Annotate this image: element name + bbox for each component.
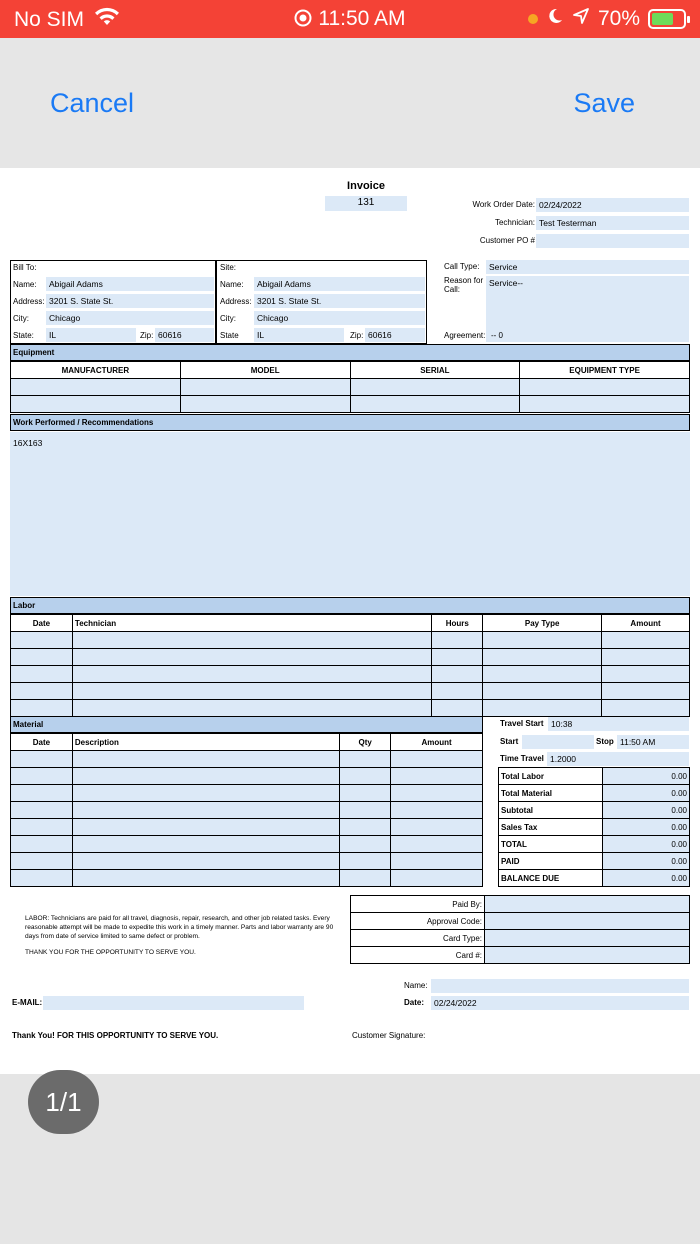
work-performed-field[interactable]: 16X163	[10, 432, 690, 596]
recording-icon	[294, 7, 318, 30]
table-row	[11, 802, 483, 819]
site-city-label: City:	[220, 314, 236, 323]
material-col-header: Description	[72, 734, 339, 751]
equipment-heading: Equipment	[10, 344, 690, 361]
total-row	[499, 853, 690, 870]
call-type-label: Call Type:	[444, 262, 480, 271]
bill-to-name-label: Name:	[13, 280, 37, 289]
moon-icon	[546, 7, 564, 31]
page-indicator: 1/1	[28, 1070, 99, 1134]
equipment-table	[10, 361, 690, 413]
table-row	[11, 819, 483, 836]
total-label: PAID	[499, 853, 603, 870]
travel-start-field[interactable]: 10:38	[548, 717, 689, 731]
table-row	[11, 870, 483, 887]
total-value[interactable]: 0.00	[603, 870, 690, 887]
carrier-label: No SIM	[14, 8, 85, 31]
card-number-field[interactable]	[485, 947, 690, 964]
total-row	[499, 785, 690, 802]
bill-to-state-field[interactable]: IL	[46, 328, 136, 342]
labor-col-header: Amount	[602, 615, 690, 632]
site-state-field[interactable]: IL	[254, 328, 344, 342]
material-heading: Material	[10, 716, 483, 733]
material-col-header: Date	[11, 734, 73, 751]
site-city-field[interactable]: Chicago	[254, 311, 425, 325]
bill-to-name-field[interactable]: Abigail Adams	[46, 277, 214, 291]
nav-bar	[0, 38, 700, 168]
battery-percent: 70%	[597, 7, 640, 30]
approval-code-label: Approval Code:	[351, 913, 485, 930]
site-name-label: Name:	[220, 280, 244, 289]
total-value[interactable]: 0.00	[603, 853, 690, 870]
total-label: Total Material	[499, 785, 603, 802]
payment-table	[350, 895, 690, 964]
site-address-field[interactable]: 3201 S. State St.	[254, 294, 425, 308]
site-state-label: State	[220, 331, 239, 340]
work-order-date-label: Work Order Date:	[472, 200, 535, 209]
start-label: Start	[500, 737, 519, 746]
card-type-field[interactable]	[485, 930, 690, 947]
table-row	[11, 768, 483, 785]
bill-to-city-label: City:	[13, 314, 29, 323]
payment-row	[351, 947, 690, 964]
table-row	[11, 751, 483, 768]
equipment-col-header: MANUFACTURER	[11, 362, 181, 379]
stop-field[interactable]: 11:50 AM	[617, 735, 689, 749]
agreement-value: -- 0	[491, 331, 503, 340]
total-value[interactable]: 0.00	[603, 819, 690, 836]
date-field[interactable]: 02/24/2022	[431, 996, 689, 1010]
signature-name-label: Name:	[404, 981, 428, 990]
technician-label: Technician:	[494, 218, 535, 227]
work-order-date-field[interactable]: 02/24/2022	[536, 198, 689, 212]
time-travel-field[interactable]: 1.2000	[547, 752, 689, 766]
total-row	[499, 819, 690, 836]
bill-to-city-field[interactable]: Chicago	[46, 311, 214, 325]
material-col-header: Qty	[340, 734, 391, 751]
table-row	[11, 649, 690, 666]
table-row	[11, 853, 483, 870]
time-travel-label: Time Travel	[500, 754, 544, 763]
bill-to-state-label: State:	[13, 331, 34, 340]
invoice-number[interactable]: 131	[325, 196, 407, 211]
total-label: Subtotal	[499, 802, 603, 819]
material-table	[10, 733, 483, 887]
stop-label: Stop	[596, 737, 614, 746]
table-row	[11, 700, 690, 717]
battery-icon	[648, 9, 686, 29]
invoice-title: Invoice	[347, 180, 385, 192]
table-row	[11, 683, 690, 700]
labor-note: LABOR: Technicians are paid for all travel, diagnosis, repair, research, and other job related tasks. Every reasonable attempt will be made to expedite this work in a timely manner. Parts and labor warranty are 90 days from date of service limited to same defect or problem.	[25, 915, 334, 940]
paid-by-field[interactable]	[485, 896, 690, 913]
bill-to-heading: Bill To:	[13, 263, 37, 272]
thanks-note: THANK YOU FOR THE OPPORTUNITY TO SERVE YOU.	[25, 949, 196, 956]
total-value[interactable]: 0.00	[603, 802, 690, 819]
customer-po-field[interactable]	[536, 234, 689, 248]
total-row	[499, 870, 690, 887]
table-row	[11, 785, 483, 802]
work-performed-heading: Work Performed / Recommendations	[10, 414, 690, 431]
email-field[interactable]	[43, 996, 304, 1010]
site-heading: Site:	[220, 263, 237, 272]
total-label: Sales Tax	[499, 819, 603, 836]
equipment-col-header: SERIAL	[350, 362, 520, 379]
site-address-label: Address:	[220, 297, 252, 306]
total-label: TOTAL	[499, 836, 603, 853]
cancel-button[interactable]: Cancel	[50, 88, 135, 118]
thank-you-text: Thank You! FOR THIS OPPORTUNITY TO SERVE YOU.	[12, 1031, 219, 1040]
clock: 11:50 AM	[318, 7, 406, 30]
labor-col-header: Date	[11, 615, 73, 632]
payment-row	[351, 896, 690, 913]
invoice-document	[0, 168, 700, 1074]
total-row	[499, 802, 690, 819]
paid-by-label: Paid By:	[351, 896, 485, 913]
table-row	[11, 666, 690, 683]
labor-table	[10, 614, 690, 717]
table-row	[11, 836, 483, 853]
bill-to-address-label: Address:	[13, 297, 45, 306]
signature-name-field[interactable]	[431, 979, 689, 993]
approval-code-field[interactable]	[485, 913, 690, 930]
bill-to-zip-label: Zip:	[140, 331, 154, 340]
total-value[interactable]: 0.00	[603, 836, 690, 853]
customer-signature-label: Customer Signature:	[352, 1031, 426, 1040]
location-icon	[572, 7, 590, 31]
equipment-col-header: EQUIPMENT TYPE	[520, 362, 690, 379]
card-type-label: Card Type:	[351, 930, 485, 947]
site-zip-label: Zip:	[350, 331, 364, 340]
table-row	[11, 379, 690, 396]
table-row	[11, 632, 690, 649]
total-row	[499, 768, 690, 785]
total-row	[499, 836, 690, 853]
total-label: BALANCE DUE	[499, 870, 603, 887]
total-value[interactable]: 0.00	[603, 785, 690, 802]
payment-row	[351, 930, 690, 947]
agreement-label: Agreement:	[444, 331, 486, 340]
table-row	[11, 396, 690, 413]
travel-start-label: Travel Start	[500, 719, 544, 728]
bill-to-address-field[interactable]: 3201 S. State St.	[46, 294, 214, 308]
card-number-label: Card #:	[351, 947, 485, 964]
technician-field[interactable]: Test Testerman	[536, 216, 689, 230]
totals-table	[498, 767, 690, 887]
status-bar	[0, 0, 700, 38]
labor-col-header: Technician	[72, 615, 431, 632]
reason-field[interactable]: Service--	[486, 276, 689, 342]
privacy-dot-icon	[528, 14, 538, 24]
save-button[interactable]: Save	[573, 88, 635, 118]
total-value[interactable]: 0.00	[603, 768, 690, 785]
total-label: Total Labor	[499, 768, 603, 785]
material-col-header: Amount	[391, 734, 483, 751]
start-field[interactable]	[522, 735, 594, 749]
date-label: Date:	[404, 998, 425, 1007]
email-label: E-MAIL:	[12, 998, 43, 1007]
call-type-field[interactable]: Service	[486, 260, 689, 274]
labor-col-header: Pay Type	[483, 615, 602, 632]
customer-po-label: Customer PO #	[479, 236, 535, 245]
equipment-col-header: MODEL	[180, 362, 350, 379]
site-name-field[interactable]: Abigail Adams	[254, 277, 425, 291]
site-zip-field[interactable]: 60616	[365, 328, 425, 342]
reason-label: Reason for Call:	[444, 276, 484, 294]
bill-to-zip-field[interactable]: 60616	[155, 328, 214, 342]
labor-col-header: Hours	[432, 615, 483, 632]
payment-row	[351, 913, 690, 930]
labor-heading: Labor	[10, 597, 690, 614]
